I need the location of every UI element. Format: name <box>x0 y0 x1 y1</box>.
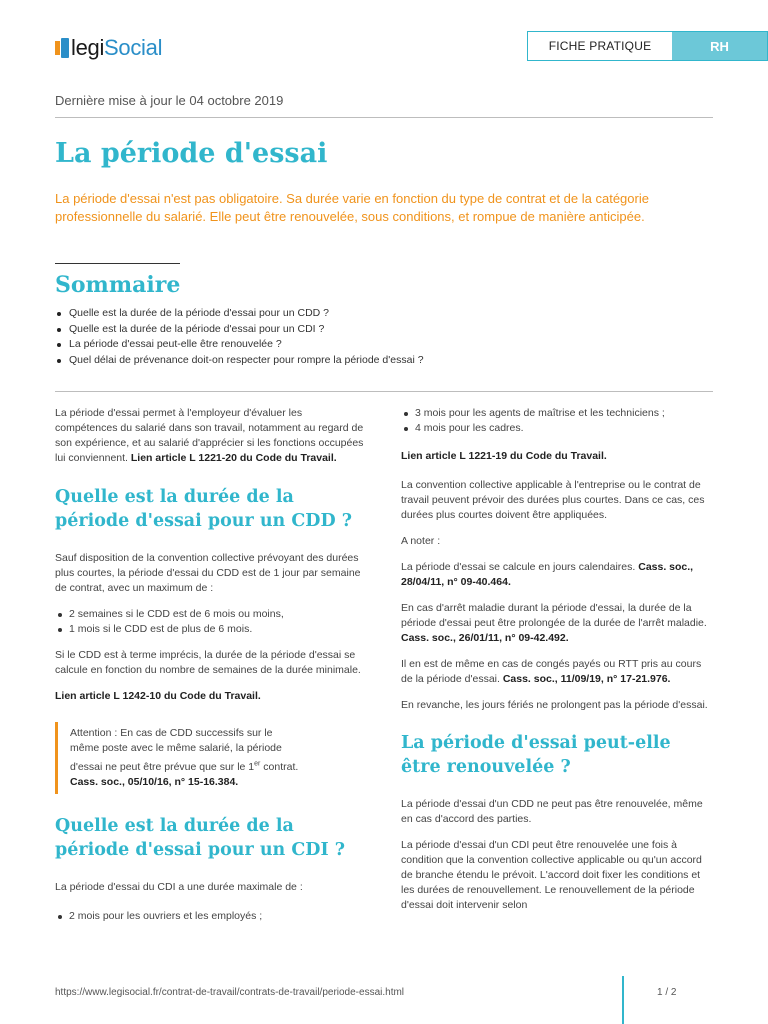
toc-item[interactable]: La période d'essai peut-elle être renouvelée ? <box>55 337 424 353</box>
logo-wordmark <box>71 35 162 61</box>
right-column <box>401 406 711 924</box>
sommaire-title: Sommaire <box>55 272 181 298</box>
list-item: 2 mois pour les ouvriers et les employés ; <box>55 909 365 924</box>
callout-line: Attention : En cas de CDD successifs sur le <box>70 727 273 739</box>
cdi-duration-list <box>55 909 365 924</box>
attention-callout <box>55 722 365 794</box>
page-number: 1 / 2 <box>657 987 677 998</box>
paragraph-text: Il en est de même en cas de congés payés ou RTT pris au cours de la période d'essai. <box>401 658 702 685</box>
toc-item[interactable]: Quelle est la durée de la période d'essai pour un CDD ? <box>55 306 424 322</box>
paragraph: La convention collective applicable à l'entreprise ou le contrat de travail peuvent prévoir des durées plus courtes. Dans ce cas, ces durées plus courtes doivent être appliquées. <box>401 479 705 521</box>
intro-text: La période d'essai n'est pas obligatoire. Sa durée varie en fonction du type de contrat et de la catégorie professionnelle du salarié. Elle peut être renouvelée, sous conditions, et rompue de manière anticipée. <box>55 191 649 224</box>
cdi-duration-list-cont <box>401 406 711 436</box>
paragraph-text: En cas d'arrêt maladie durant la période d'essai, la durée de la période d'essai peut être prolongée de la durée de l'arrêt maladie. <box>401 602 707 629</box>
paragraph: La période d'essai du CDI a une durée maximale de : <box>55 881 303 893</box>
section-heading-cdi: Quelle est la durée de la période d'essai pour un CDI ? <box>55 816 346 860</box>
callout-text: d'essai ne peut être prévue que sur le 1 <box>70 761 255 773</box>
sommaire-divider <box>55 263 180 264</box>
header-divider <box>55 117 713 118</box>
paragraph <box>401 601 711 646</box>
paragraph: Sauf disposition de la convention collective prévoyant des durées plus courtes, la période d'essai du CDD est de 1 jour par semaine de contrat, avec un maximum de : <box>55 552 361 594</box>
logo-prefix: legi <box>71 35 105 60</box>
case-reference: Cass. soc., 26/01/11, n° 09-42.492. <box>401 632 569 644</box>
callout-line <box>70 760 365 775</box>
table-of-contents <box>55 306 424 368</box>
paragraph-text: La période d'essai se calcule en jours calendaires. <box>401 561 639 573</box>
paragraph <box>55 406 365 466</box>
category-tag: RH <box>672 32 767 60</box>
callout-text: contrat. <box>260 761 299 773</box>
case-reference: Cass. soc., 11/09/19, n° 17-21.976. <box>502 673 671 685</box>
logo-suffix: Social <box>104 35 163 60</box>
law-link[interactable]: Lien article L 1221-20 du Code du Travail. <box>130 452 337 464</box>
paragraph <box>401 560 711 590</box>
paragraph: Si le CDD est à terme imprécis, la durée de la période d'essai se calcule en fonction du nombre de semaines de la durée minimale. <box>55 649 361 676</box>
fiche-badge <box>527 31 768 61</box>
paragraph-text: La période d'essai permet à l'employeur d'évaluer les compétences du salarié dans son travail, notamment au regard de son expérience, et au salarié d'apprécier si les fonctions occupées lui conviennent. <box>55 407 364 464</box>
page-title: La période d'essai <box>55 138 328 169</box>
list-item: 2 semaines si le CDD est de 6 mois ou moins, <box>55 607 365 622</box>
list-item: 4 mois pour les cadres. <box>401 421 711 436</box>
paragraph: La période d'essai d'un CDI peut être renouvelée une fois à condition que la convention collective applicable ou qu'un accord de branche étendu le prévoit. L'accord doit fixer les conditions et les durées de renouvellement. Le renouvellement de la période d'essai doit intervenir selon <box>401 839 702 911</box>
paragraph <box>401 657 711 687</box>
toc-item[interactable]: Quelle est la durée de la période d'essai pour un CDI ? <box>55 322 424 338</box>
paragraph: En revanche, les jours fériés ne prolongent pas la période d'essai. <box>401 699 708 711</box>
callout-line: même poste avec le même salarié, la période <box>70 742 282 754</box>
paragraph: La période d'essai d'un CDD ne peut pas être renouvelée, même en cas d'accord des parties. <box>401 798 703 825</box>
case-reference: Cass. soc., 05/10/16, n° 15-16.384. <box>70 776 239 788</box>
brand-logo[interactable] <box>55 35 162 61</box>
law-link[interactable]: Lien article L 1242-10 du Code du Travail. <box>55 690 261 702</box>
law-link[interactable]: Lien article L 1221-19 du Code du Travail. <box>401 450 607 462</box>
footer-divider <box>622 976 624 1024</box>
left-column <box>55 406 365 935</box>
last-update: Dernière mise à jour le 04 octobre 2019 <box>55 93 284 108</box>
case-reference: Cass. soc., 28/04/11, n° 09-40.464. <box>401 561 694 588</box>
logo-icon <box>55 38 69 58</box>
list-item: 3 mois pour les agents de maîtrise et les techniciens ; <box>401 406 711 421</box>
list-item: 1 mois si le CDD est de plus de 6 mois. <box>55 622 365 637</box>
section-heading-renewal: La période d'essai peut-elle être renouvelée ? <box>401 733 671 777</box>
toc-item[interactable]: Quel délai de prévenance doit-on respecter pour rompre la période d'essai ? <box>55 353 424 369</box>
sommaire-bottom-divider <box>55 391 713 392</box>
cdd-duration-list <box>55 607 365 637</box>
footer-url[interactable]: https://www.legisocial.fr/contrat-de-travail/contrats-de-travail/periode-essai.html <box>55 987 405 998</box>
section-heading-cdd: Quelle est la durée de la période d'essai pour un CDD ? <box>55 487 352 531</box>
note-label: A noter : <box>401 535 441 547</box>
fiche-label: FICHE PRATIQUE <box>548 39 652 53</box>
superscript: er <box>254 760 261 768</box>
